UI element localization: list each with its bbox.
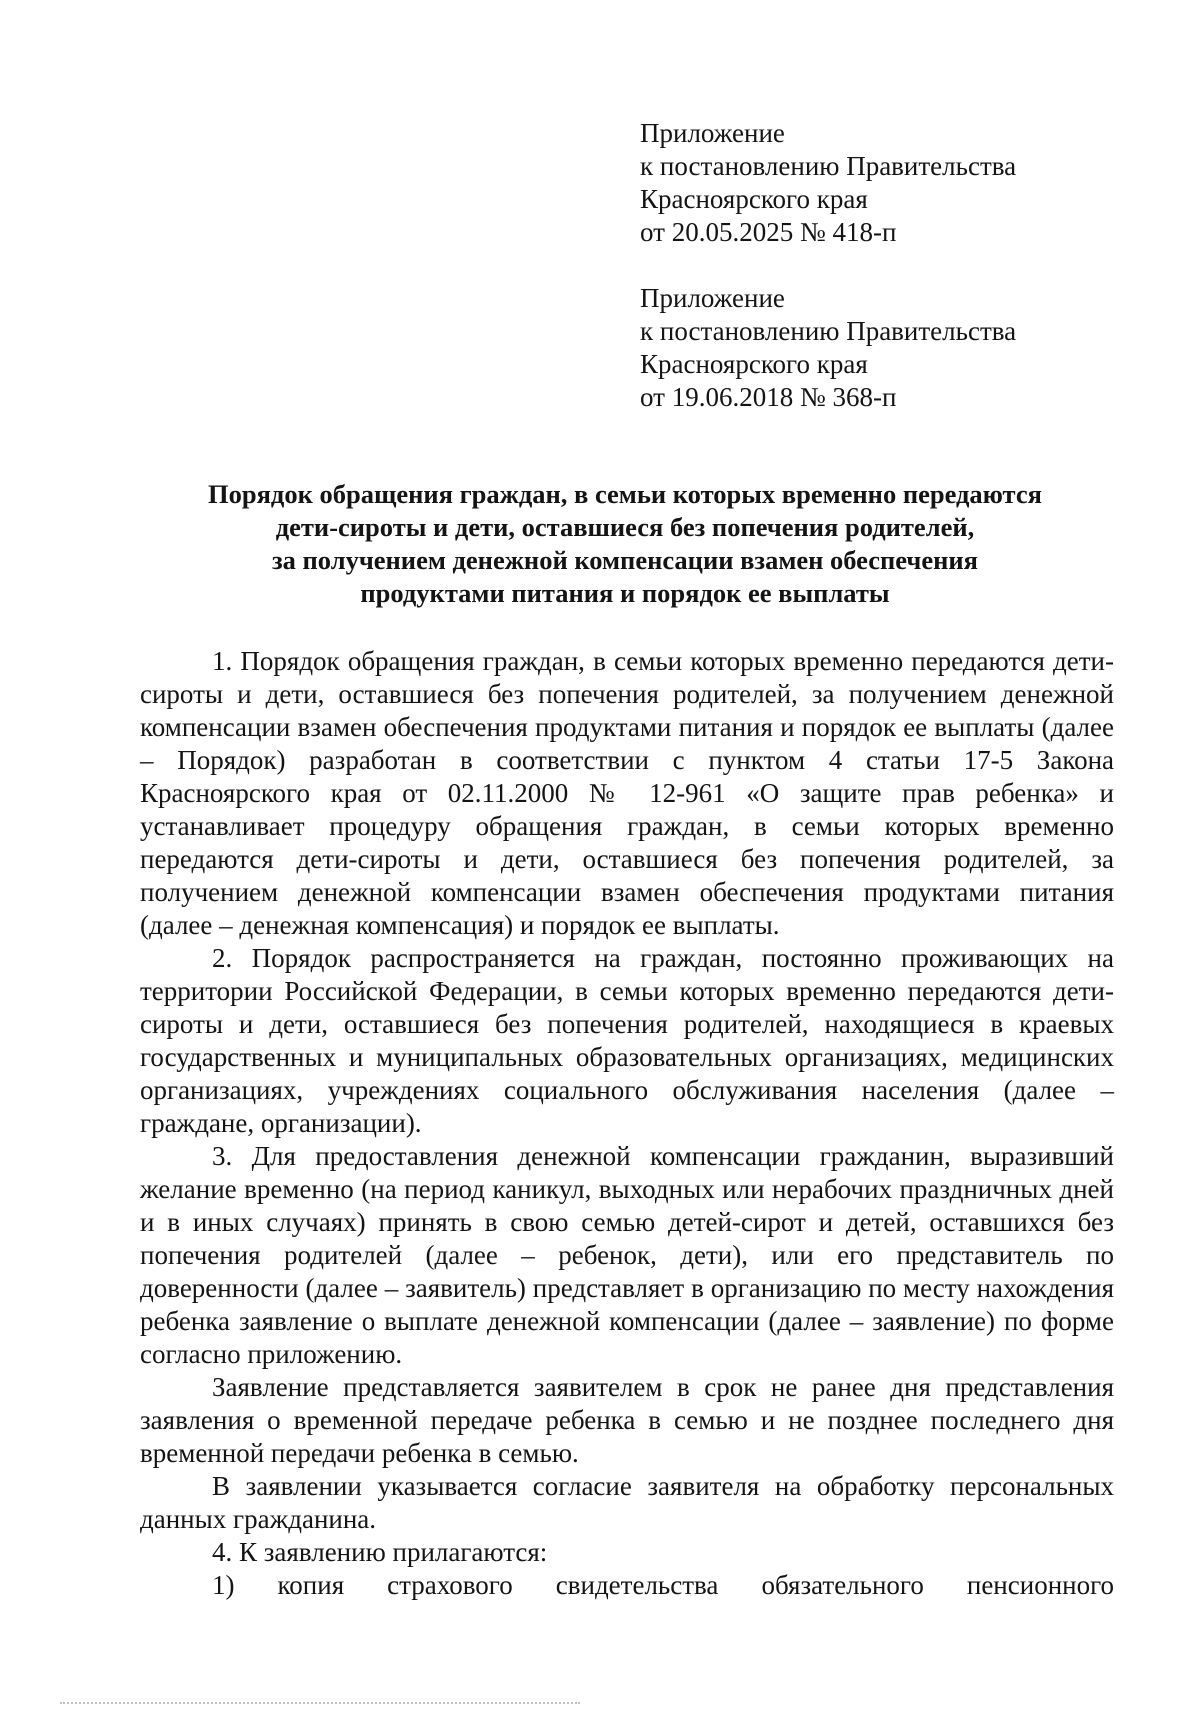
- paragraph-1: 1. Порядок обращения граждан, в семьи которых временно передаются дети-сироты и дети, оставшиеся без попечения родителей, за получением денежной компенсации взамен обеспечения продуктами питания и порядок ее выплаты (далее – Порядок) разработан в соответствии с пунктом 4 статьи 17-5 Закона Красноярского края от 02.11.2000 № 12-961 «О защите прав ребенка» и устанавливает процедуру обращения граждан, в семьи которых временно передаются дети-сироты и дети, оставшиеся без попечения родителей, за получением денежной компенсации взамен обеспечения продуктами питания (далее – денежная компенсация) и порядок ее выплаты.: [140, 646, 1114, 940]
- appendix-region: Красноярского края: [640, 184, 868, 214]
- paragraph-4-item-1: 1) копия страхового свидетельства обязательного пенсионного: [212, 1570, 1114, 1600]
- paragraph-3: 3. Для предоставления денежной компенсации гражданин, выразивший желание временно (на период каникул, выходных или нерабочих праздничных дней и в иных случаях) принять в свою семью детей-сирот и детей, оставшихся без попечения родителей (далее – ребенок, дети), или его представитель по доверенности (далее – заявитель) представляет в организацию по месту нахождения ребенка заявление о выплате денежной компенсации (далее – заявление) по форме согласно приложению.: [140, 1141, 1114, 1369]
- paragraph-3-consent: В заявлении указывается согласие заявителя на обработку персональных данных гражданина.: [140, 1471, 1114, 1534]
- title-line: Порядок обращения граждан, в семьи которых временно передаются: [207, 479, 1042, 509]
- appendix-reference: к постановлению Правительства: [640, 316, 1017, 346]
- title-line: дети-сироты и дети, оставшиеся без попечения родителей,: [275, 512, 975, 542]
- paragraph-3-deadline: Заявление представляется заявителем в срок не ранее дня представления заявления о временной передаче ребенка в семью и не позднее последнего дня временной передачи ребенка в семью.: [140, 1372, 1114, 1468]
- paragraph-2: 2. Порядок распространяется на граждан, постоянно проживающих на территории Российской Федерации, в семьи которых временно передаются дети-сироты и дети, оставшиеся без попечения родителей, находящиеся в краевых государственных и муниципальных образовательных организациях, медицинских организациях, учреждениях социального обслуживания населения (далее – граждане, организации).: [140, 943, 1114, 1138]
- paragraph-4: 4. К заявлению прилагаются:: [212, 1537, 548, 1567]
- appendix-region: Красноярского края: [640, 349, 868, 379]
- scan-artifact: [60, 1702, 580, 1714]
- appendix-label: Приложение: [640, 118, 785, 148]
- appendix-reference: к постановлению Правительства: [640, 151, 1017, 181]
- appendix-date-number: от 19.06.2018 № 368-п: [640, 382, 897, 412]
- document-title: [140, 478, 1110, 610]
- document-body: [140, 645, 1114, 1602]
- appendix-header-current: [640, 117, 1120, 249]
- title-line: за получением денежной компенсации взамен обеспечения: [272, 545, 978, 575]
- appendix-date-number: от 20.05.2025 № 418-п: [640, 217, 897, 247]
- appendix-label: Приложение: [640, 283, 785, 313]
- title-line: продуктами питания и порядок ее выплаты: [360, 578, 890, 608]
- appendix-header-original: [640, 282, 1120, 414]
